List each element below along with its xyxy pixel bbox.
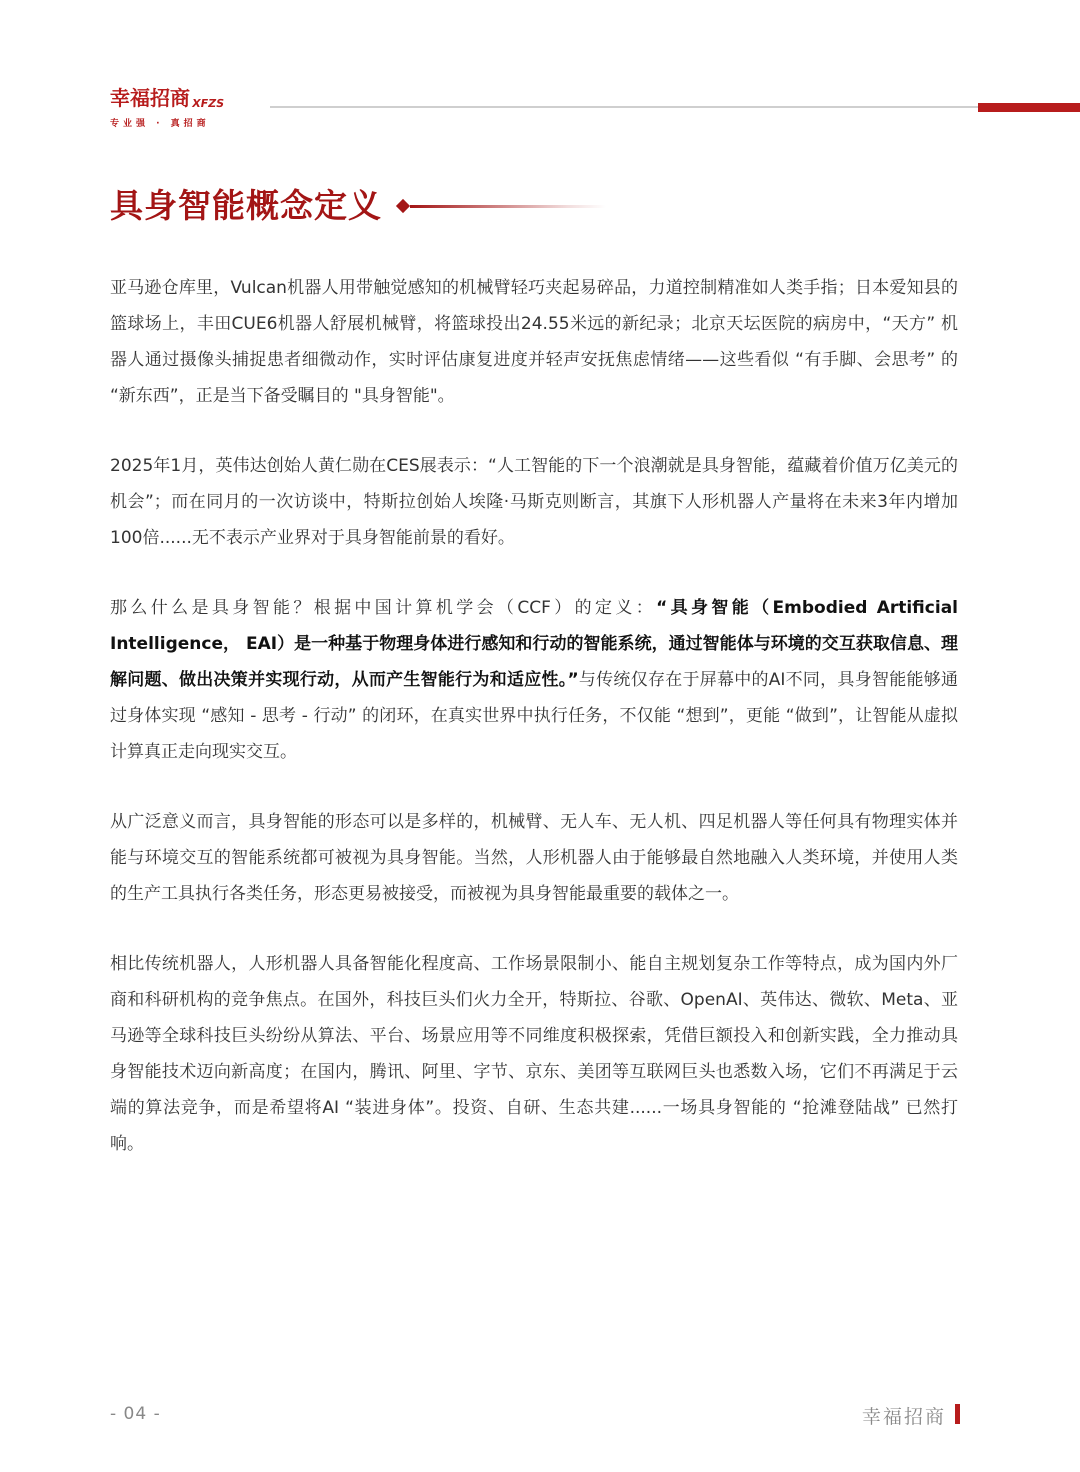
paragraph-industry-views: 2025年1月，英伟达创始人黄仁勋在CES展表示：“人工智能的下一个浪潮就是具身智能，蕴藏着价值万亿美元的机会”；而在同月的一次访谈中，特斯拉创始人埃隆·马斯克则断言，其旗下人形机器人产量将在未来3年内增加100倍......无不表示产业界对于具身智能前景的看好。 [110,456,958,548]
page-number: - 04 - [110,1404,161,1424]
paragraph-forms: 从广泛意义而言，具身智能的形态可以是多样的，机械臂、无人车、无人机、四足机器人等任何具有物理实体并能与环境交互的智能系统都可被视为具身智能。当然，人形机器人由于能够最自然地融入人类环境，并使用人类的生产工具执行各类任务，形态更易被接受，而被视为具身智能最重要的载体之一。 [110,812,958,904]
definition-followup-text: 与传统仅存在于屏幕中的AI不同，具身智能能够通过身体实现 “感知 - 思考 - 行动” 的闭环，在真实世界中执行任务，不仅能 “想到”，更能 “做到”，让智能从虚拟计算真正走向现实交互。 [110,670,958,762]
logo-mark: XFZS [190,97,226,110]
paragraph-intro: 亚马逊仓库里，Vulcan机器人用带触觉感知的机械臂轻巧夹起易碎品，力道控制精准如人类手指；日本爱知县的篮球场上，丰田CUE6机器人舒展机械臂，将篮球投出24.55米远的新纪录；北京天坛医院的病房中，“天方” 机器人通过摄像头捕捉患者细微动作，实时评估康复进度并轻声安抚焦虑情绪——这些看似 “有手脚、会思考” 的 “新东西”，正是当下备受瞩目的 "具身智能"。 [110,278,958,406]
title-underline [410,205,606,208]
page-header [0,0,1080,140]
logo-tagline: 专业强 · 真招商 [110,119,210,129]
paragraph-competition: 相比传统机器人，人形机器人具备智能化程度高、工作场景限制小、能自主规划复杂工作等特点，成为国内外厂商和科研机构的竞争焦点。在国外，科技巨头们火力全开，特斯拉、谷歌、OpenAI、英伟达、微软、Meta、亚马逊等全球科技巨头纷纷从算法、平台、场景应用等不同维度积极探索，凭借巨额投入和创新实践，全力推动具身智能技术迈向新高度；在国内，腾讯、阿里、字节、京东、美团等互联网巨头也悉数入场，它们不再满足于云端的算法竞争，而是希望将AI “装进身体”。投资、自研、生态共建......一场具身智能的 “抢滩登陆战” 已然打响。 [110,954,958,1154]
header-divider-line [270,106,978,108]
header-accent-bar [978,103,1080,112]
brand-logo [110,86,224,129]
footer-brand: 幸福招商 [861,1406,946,1428]
diamond-icon [396,199,410,213]
footer-accent-bar [955,1404,960,1424]
logo-wordmark [110,86,224,110]
paragraph-definition [110,590,958,770]
title-decoration [396,199,606,215]
definition-quote: “具身智能（Embodied Artificial Intelligence， EAI）是一种基于物理身体进行感知和行动的智能系统，通过智能体与环境的交互获取信息、理解问题、做出决策并实现行动，从而产生智能行为和适应性。” [110,598,958,690]
definition-lead-text: 那么什么是具身智能？根据中国计算机学会（CCF）的定义： [110,598,657,618]
logo-text: 幸福招商 [110,86,190,110]
section-title: 具身智能概念定义 [110,186,382,225]
article-body [110,270,958,1196]
